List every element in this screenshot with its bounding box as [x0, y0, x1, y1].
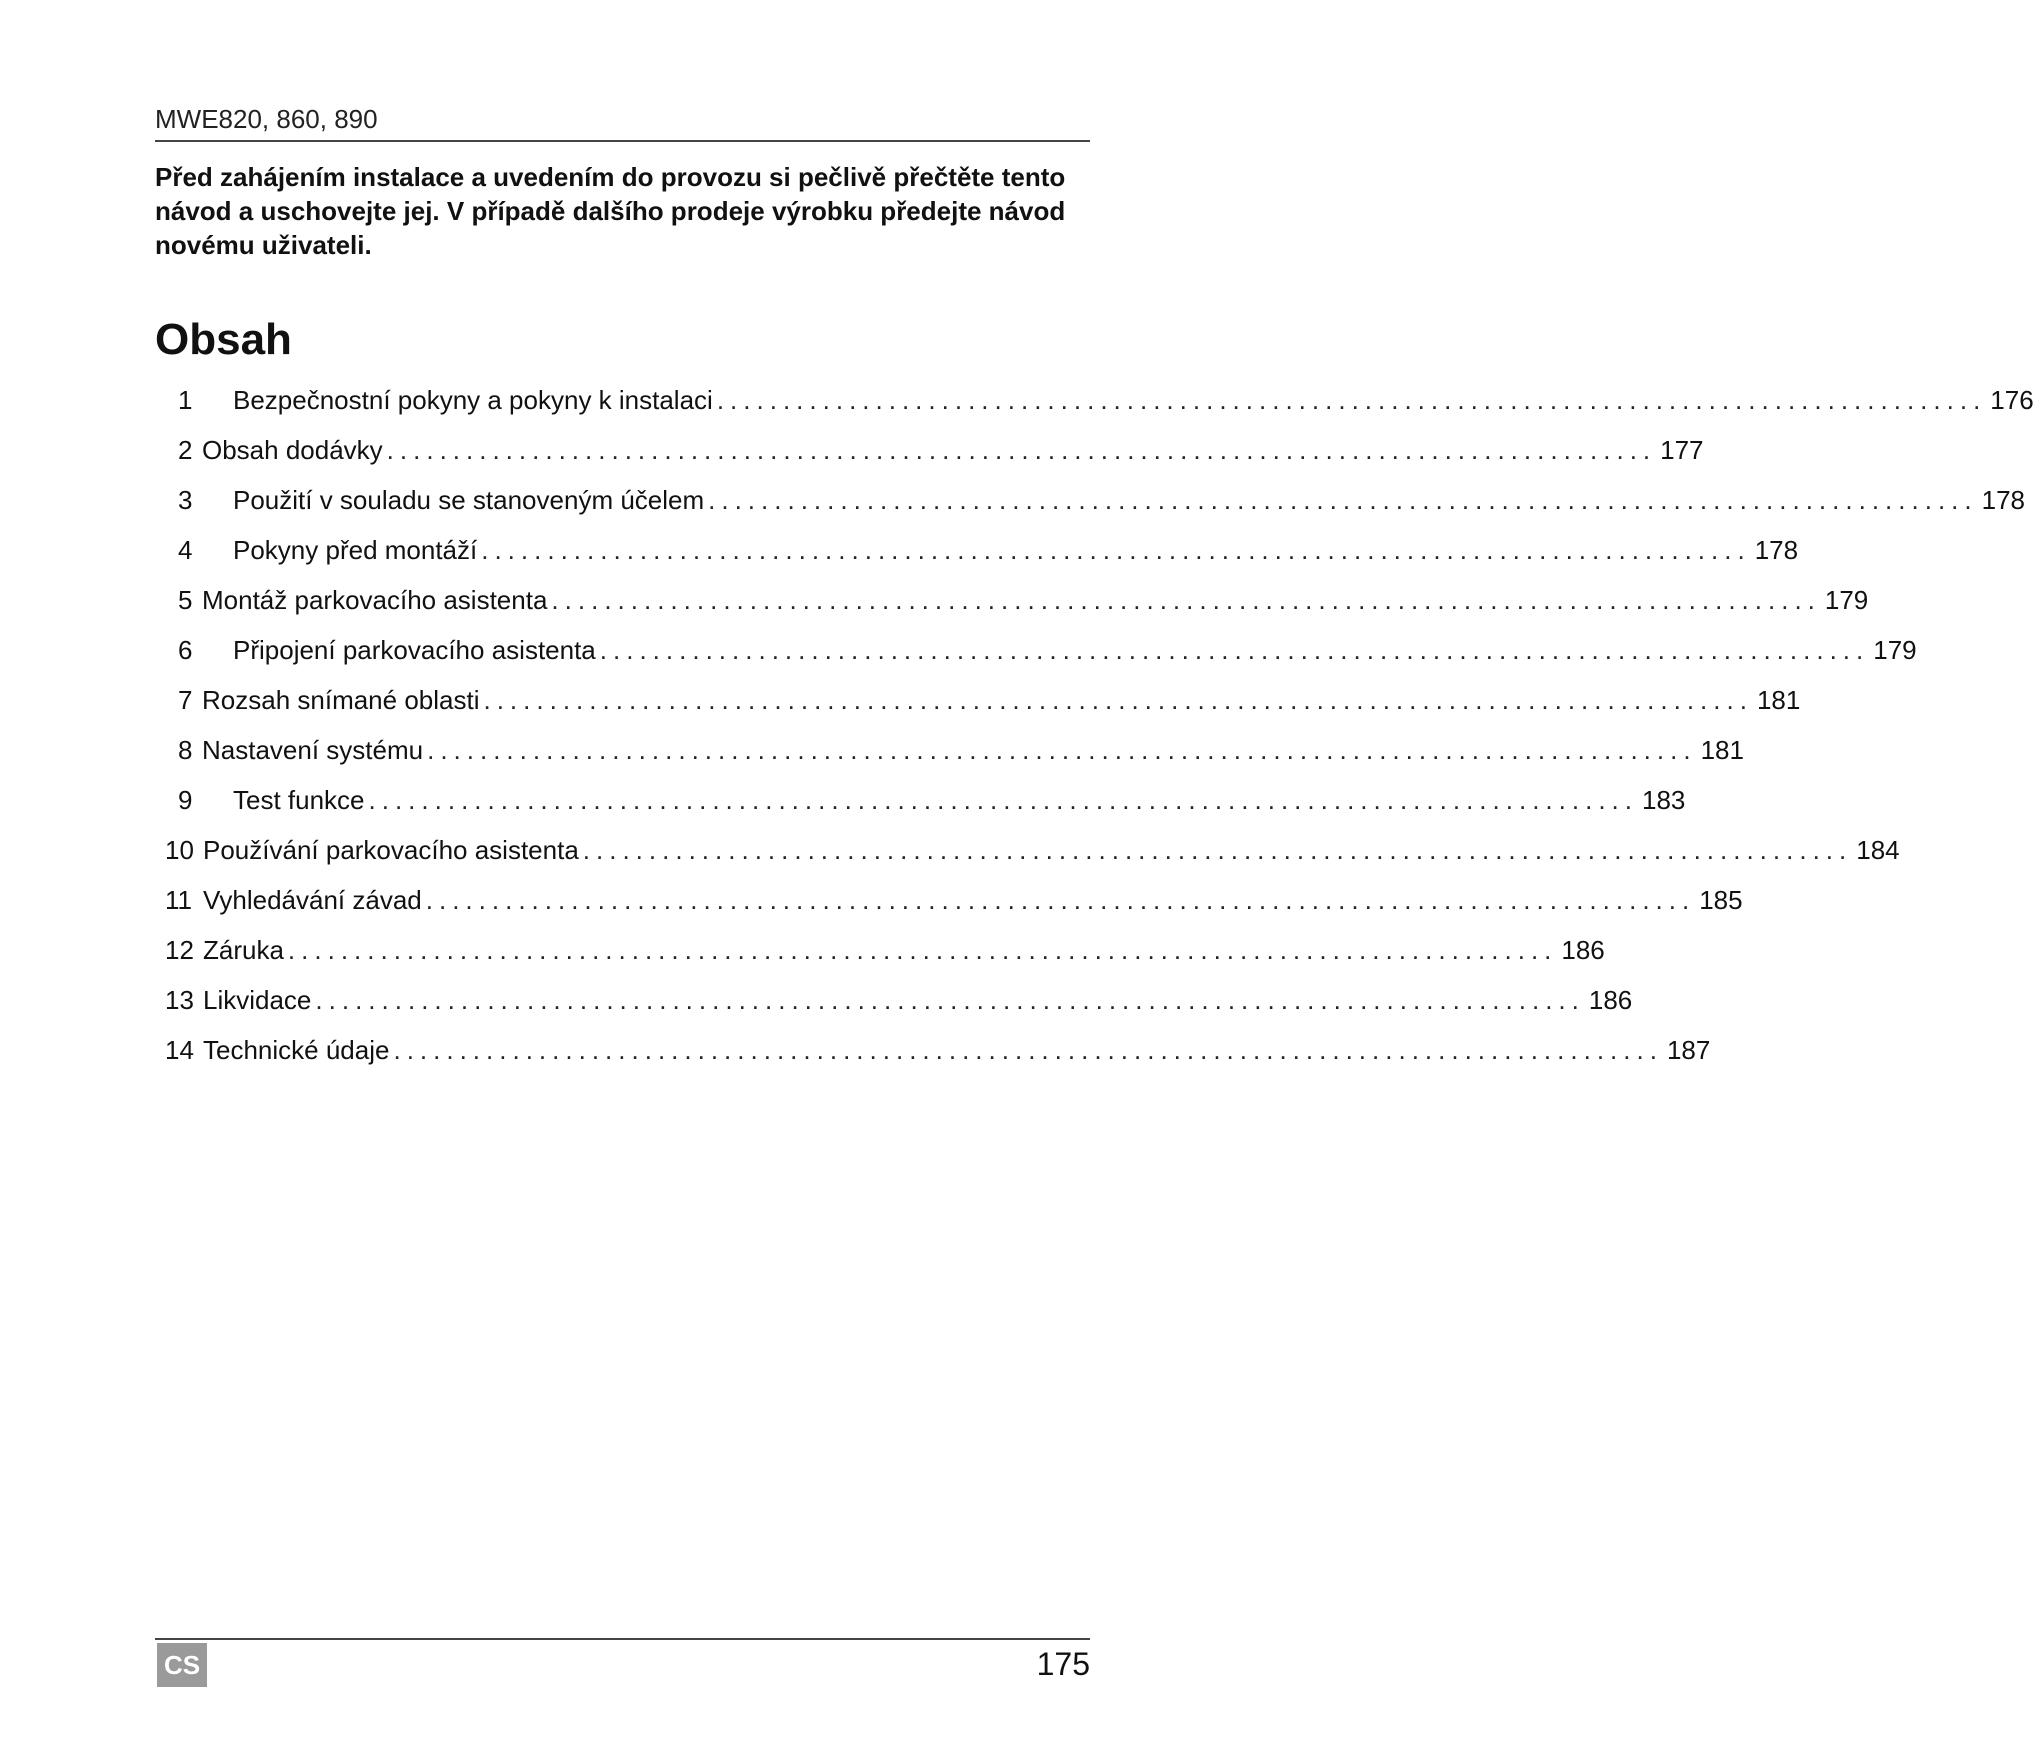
toc-leader: ................................................................................................	[425, 885, 1696, 915]
toc-entry-3[interactable]	[178, 485, 2025, 517]
toc-entry-label: Bezpečnostní pokyny a pokyny k instalaci	[233, 385, 713, 415]
toc-entry-13[interactable]	[165, 985, 1633, 1017]
footer-divider	[155, 1638, 1090, 1640]
toc-leader: ................................................................................................	[599, 635, 1870, 665]
toc-entry-2[interactable]	[178, 435, 1704, 467]
toc-entry-label: Záruka	[203, 935, 284, 965]
toc-entry-page: 186	[1588, 985, 1633, 1015]
toc-entry-page: 178	[1981, 485, 2025, 515]
toc-entry-label: Používání parkovacího asistenta	[203, 835, 579, 865]
toc-entry-title	[165, 985, 311, 1016]
page-number: 175	[1036, 1646, 1090, 1682]
toc-leader: ................................................................................................	[708, 485, 1978, 515]
toc-entry-number: 10	[165, 835, 194, 865]
toc-entry-label: Test funkce	[233, 785, 365, 815]
toc-leader: ................................................................................................	[368, 785, 1638, 815]
toc-leader: ................................................................................................	[427, 735, 1697, 765]
toc-entry-title	[178, 735, 423, 766]
toc-leader: ................................................................................................	[287, 935, 1558, 965]
toc-entry-title	[178, 385, 713, 416]
toc-entry-14[interactable]	[165, 1035, 1711, 1067]
toc-entry-label: Likvidace	[203, 985, 312, 1015]
toc-entry-page: 184	[1856, 835, 1900, 865]
toc-entry-page: 177	[1660, 435, 1704, 465]
toc-entry-1[interactable]	[178, 385, 2034, 417]
toc-entry-label: Obsah dodávky	[202, 435, 383, 465]
toc-leader: ................................................................................................	[551, 585, 1821, 615]
toc-entry-page: 179	[1824, 585, 1869, 615]
toc-entry-number: 3	[178, 485, 193, 515]
toc-entry-label: Montáž parkovacího asistenta	[202, 585, 548, 615]
toc-leader: ................................................................................................	[393, 1035, 1663, 1065]
toc-entry-page: 183	[1641, 785, 1686, 815]
toc-entry-title	[178, 685, 479, 716]
toc-entry-number: 2	[178, 435, 193, 465]
intro-paragraph: Před zahájením instalace a uvedením do provozu si pečlivě přečtěte tento návod a uschovejte jej. V případě dalšího prodeje výrobku předejte návod novému uživateli.	[155, 162, 1066, 260]
toc-entry-number: 12	[165, 935, 194, 965]
toc-entry-page: 179	[1873, 635, 1917, 665]
toc-entry-number: 13	[165, 985, 194, 1015]
toc-entry-number: 8	[178, 735, 193, 765]
toc-entry-number: 7	[178, 685, 193, 715]
language-badge: CS	[157, 1643, 207, 1687]
toc-entry-number: 5	[178, 585, 193, 615]
toc-entry-label: Nastavení systému	[202, 735, 424, 765]
toc-entry-title	[178, 435, 383, 466]
toc-entry-12[interactable]	[165, 935, 1605, 967]
toc-entry-8[interactable]	[178, 735, 1744, 767]
toc-entry-page: 181	[1756, 685, 1801, 715]
toc-entry-page: 185	[1699, 885, 1743, 915]
header-title: MWE820, 860, 890	[155, 104, 378, 134]
toc-leader: ................................................................................................	[315, 985, 1585, 1015]
toc-entry-page: 186	[1561, 935, 1605, 965]
toc-entry-number: 1	[178, 385, 193, 415]
toc-entry-label: Pokyny před montáží	[233, 535, 478, 565]
toc-entry-label: Vyhledávání závad	[203, 885, 422, 915]
toc-leader: ................................................................................................	[582, 835, 1853, 865]
toc-entry-title	[165, 935, 284, 966]
toc-entry-label: Připojení parkovacího asistenta	[233, 635, 596, 665]
toc-entry-number: 14	[165, 1035, 194, 1065]
toc-entry-page: 187	[1666, 1035, 1711, 1065]
toc-heading: Obsah	[155, 315, 292, 364]
toc-entry-label: Použití v souladu se stanoveným účelem	[233, 485, 705, 515]
toc-entry-title	[178, 635, 596, 666]
toc-entry-title	[178, 485, 704, 516]
page-header	[155, 100, 1090, 142]
toc-entry-page: 176	[1990, 385, 2034, 415]
toc-leader: ................................................................................................	[481, 535, 1751, 565]
toc-entry-title	[165, 1035, 389, 1066]
toc-entry-page: 181	[1700, 735, 1744, 765]
toc-entry-title	[165, 835, 579, 866]
toc-entry-number: 11	[165, 885, 192, 915]
toc-entry-number: 9	[178, 785, 193, 815]
toc-entry-title	[178, 585, 547, 616]
toc-entry-number: 4	[178, 535, 193, 565]
toc-leader: ................................................................................................	[483, 685, 1753, 715]
toc-entry-11[interactable]	[165, 885, 1743, 917]
toc-entry-number: 6	[178, 635, 193, 665]
toc-entry-title	[178, 535, 477, 566]
toc-leader: ................................................................................................	[386, 435, 1657, 465]
toc-entry-label: Rozsah snímané oblasti	[202, 685, 480, 715]
toc-entry-title	[178, 785, 365, 816]
toc-entry-7[interactable]	[178, 685, 1801, 717]
toc-entry-6[interactable]	[178, 635, 1917, 667]
toc-entry-title	[165, 885, 422, 916]
toc-entry-10[interactable]	[165, 835, 1900, 867]
toc-entry-4[interactable]	[178, 535, 1799, 567]
toc-leader: ................................................................................................	[716, 385, 1987, 415]
toc-entry-9[interactable]	[178, 785, 1686, 817]
toc-entry-label: Technické údaje	[203, 1035, 390, 1065]
toc-entry-page: 178	[1754, 535, 1799, 565]
toc-entry-5[interactable]	[178, 585, 1869, 617]
